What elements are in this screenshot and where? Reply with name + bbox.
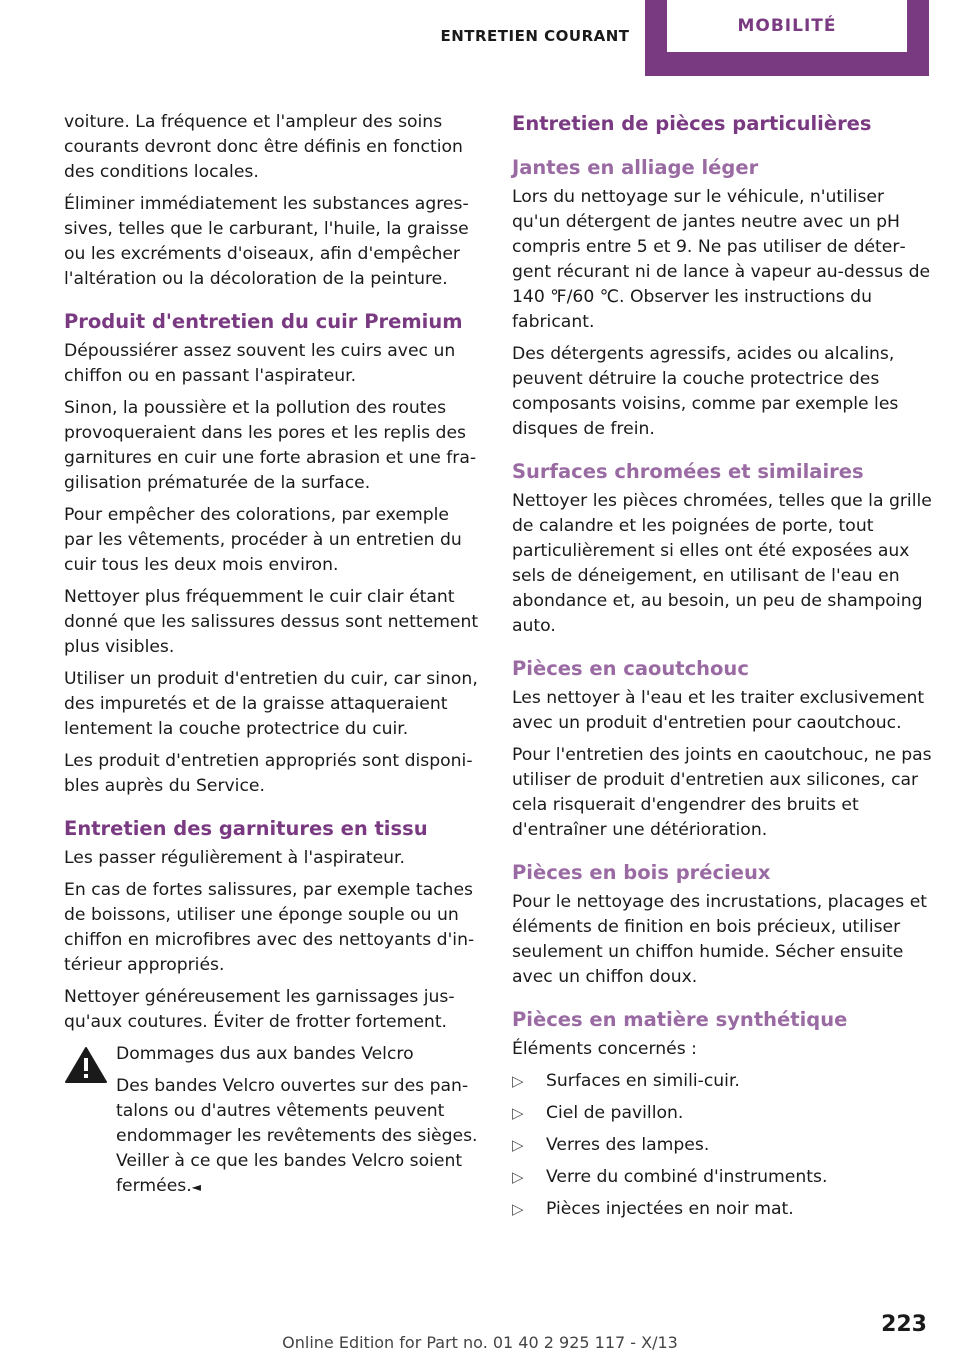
- paragraph: Les produit d'entretien appropriés sont disponibles auprès du Service.: [64, 751, 473, 796]
- heading-rubber: Pièces en caoutchouc: [512, 657, 749, 680]
- paragraph: Nettoyer les pièces chromées, telles que la grille de calandre et les poignées de porte, tout particulièrement si elles ont été exposées aux sels de déneigement, en utilisant de l'eau en abondance et, au besoin, un peu de shampoing auto.: [512, 491, 932, 636]
- chapter-tab: [645, 0, 929, 76]
- paragraph: En cas de fortes salissures, par exemple taches de boissons, utiliser une éponge souple ou un chiffon en microfibres avec des nettoyants d'intérieur appropriés.: [64, 880, 475, 975]
- warning-title: Dommages dus aux bandes Velcro: [116, 1044, 414, 1064]
- list-item-text: Verres des lampes.: [546, 1135, 710, 1155]
- section-tab: ENTRETIEN COURANT: [440, 27, 630, 45]
- list-item-text: Pièces injectées en noir mat.: [546, 1199, 794, 1219]
- heading-alloy-rims: Jantes en alliage léger: [512, 156, 759, 179]
- heading-special-parts: Entretien de pièces particulières: [512, 112, 872, 135]
- list-item-text: Verre du combiné d'instruments.: [546, 1167, 828, 1187]
- edition-footer: Online Edition for Part no. 01 40 2 925 117 - X/13: [282, 1333, 678, 1352]
- bullet-triangle-icon: ▷: [512, 1104, 524, 1122]
- paragraph: Pour empêcher des colorations, par exemple par les vêtements, procéder à un entretien du cuir tous les deux mois environ.: [64, 505, 462, 575]
- warning-triangle-icon: [64, 1046, 108, 1084]
- warning-text: [64, 1074, 479, 1200]
- heading-synthetic: Pièces en matière synthétique: [512, 1008, 848, 1031]
- list-item: [512, 1101, 932, 1126]
- left-column: [64, 110, 479, 1207]
- paragraph: Éléments concernés :: [512, 1039, 697, 1059]
- bullet-triangle-icon: ▷: [512, 1200, 524, 1218]
- warning-box: [64, 1042, 479, 1200]
- list-item: [512, 1165, 932, 1190]
- paragraph: Les nettoyer à l'eau et les traiter exclusivement avec un produit d'entretien pour caoutchouc.: [512, 688, 925, 733]
- paragraph: Dépoussiérer assez souvent les cuirs avec un chiffon ou en passant l'aspirateur.: [64, 341, 456, 386]
- heading-leather-care: Produit d'entretien du cuir Premium: [64, 310, 463, 333]
- paragraph: Sinon, la poussière et la pollution des routes provoqueraient dans les pores et les replis des garnitures en cuir une forte abrasion et une fragilisation prématurée de la surface.: [64, 398, 477, 493]
- bullet-triangle-icon: ▷: [512, 1168, 524, 1186]
- warning-text-body: Des bandes Velcro ouvertes sur des pantalons ou d'autres vêtements peuvent endommager les revêtements des sièges. Veiller à ce que les bandes Velcro soient fermées.: [116, 1076, 478, 1196]
- list-item: [512, 1133, 932, 1158]
- paragraph: Les passer régulièrement à l'aspirateur.: [64, 848, 406, 868]
- list-item-text: Ciel de pavillon.: [546, 1103, 684, 1123]
- end-mark-icon: ◄: [191, 1180, 201, 1194]
- paragraph: Pour le nettoyage des incrustations, placages et éléments de finition en bois précieux, utiliser seulement un chiffon humide. Sécher ensuite avec un chiffon doux.: [512, 892, 928, 987]
- bullet-triangle-icon: ▷: [512, 1136, 524, 1154]
- list-item: [512, 1197, 932, 1222]
- bullet-triangle-icon: ▷: [512, 1072, 524, 1090]
- paragraph: Éliminer immédiatement les substances agressives, telles que le carburant, l'huile, la graisse ou les excréments d'oiseaux, afin d'empêcher l'altération ou la décoloration de la peinture.: [64, 194, 469, 289]
- right-column: [512, 110, 932, 1229]
- list-item-text: Surfaces en simili-cuir.: [546, 1071, 740, 1091]
- page-number: 223: [881, 1312, 927, 1337]
- paragraph: Pour l'entretien des joints en caoutchouc, ne pas utiliser de produit d'entretien aux silicones, car cela risquerait d'engendrer des bruits et d'entraîner une détérioration.: [512, 745, 932, 840]
- paragraph: Des détergents agressifs, acides ou alcalins, peuvent détruire la couche protectrice des composants voisins, comme par exemple les disques de frein.: [512, 344, 899, 439]
- heading-wood: Pièces en bois précieux: [512, 861, 771, 884]
- synthetic-parts-list: [512, 1069, 932, 1222]
- paragraph: Lors du nettoyage sur le véhicule, n'utiliser qu'un détergent de jantes neutre avec un pH compris entre 5 et 9. Ne pas utiliser de détergent récurant ni de lance à vapeur au-dessus de 140 ℉/60 ℃. Observer les instructions du fabricant.: [512, 187, 931, 332]
- list-item: [512, 1069, 932, 1094]
- heading-chrome: Surfaces chromées et similaires: [512, 460, 864, 483]
- paragraph: voiture. La fréquence et l'ampleur des soins courants devront donc être définis en fonction des conditions locales.: [64, 112, 463, 182]
- chapter-tab-label: MOBILITÉ: [667, 0, 907, 52]
- paragraph: Nettoyer généreusement les garnissages jusqu'aux coutures. Éviter de frotter fortement.: [64, 987, 455, 1032]
- heading-fabric-care: Entretien des garnitures en tissu: [64, 817, 428, 840]
- paragraph: Nettoyer plus fréquemment le cuir clair étant donné que les salissures dessus sont nettement plus visibles.: [64, 587, 479, 657]
- paragraph: Utiliser un produit d'entretien du cuir, car sinon, des impuretés et de la graisse attaqueraient lentement la couche protectrice du cuir.: [64, 669, 478, 739]
